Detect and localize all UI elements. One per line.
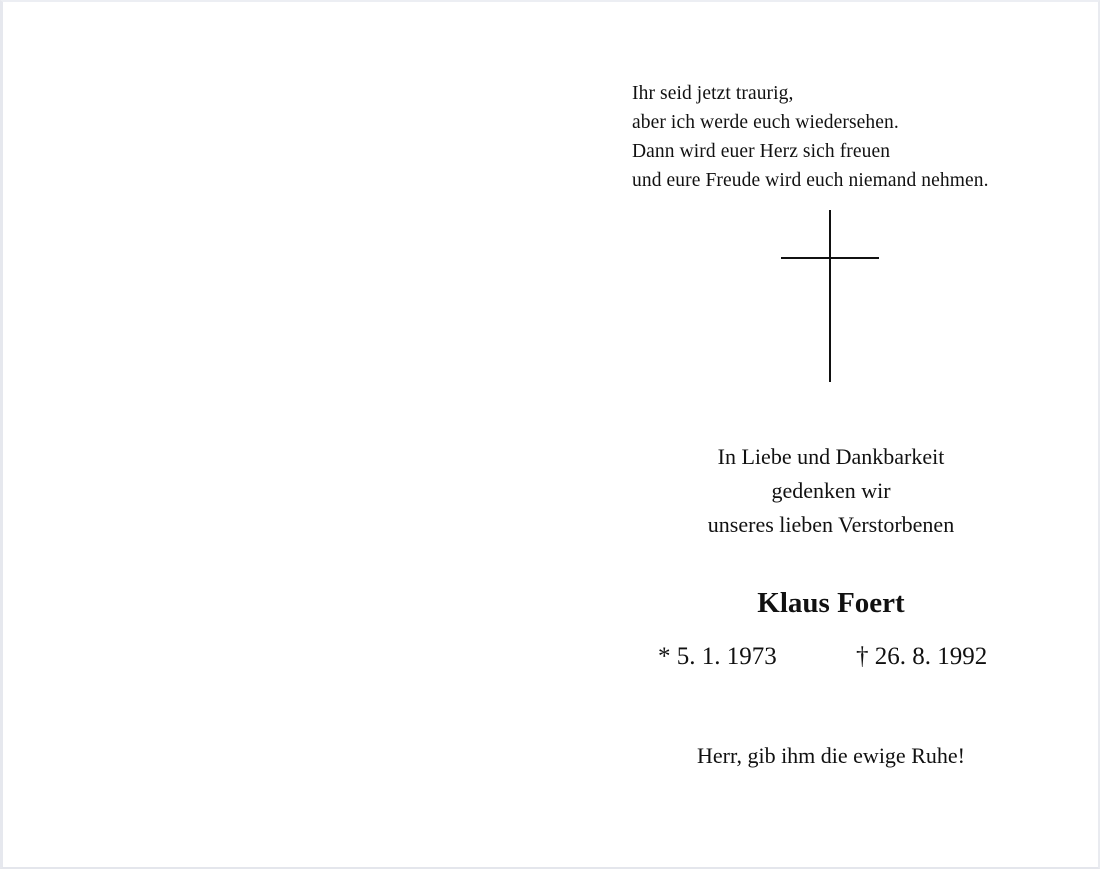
cross-vertical-bar xyxy=(829,210,831,382)
verse-line: und eure Freude wird euch niemand nehmen. xyxy=(632,170,989,191)
deceased-name: Klaus Foert xyxy=(757,587,905,619)
cross-horizontal-bar xyxy=(781,257,879,259)
birth-date: * 5. 1. 1973 xyxy=(658,643,777,670)
memorial-line: unseres lieben Verstorbenen xyxy=(707,512,955,537)
prayer-text: Herr, gib ihm die ewige Ruhe! xyxy=(697,743,965,768)
verse-line: Dann wird euer Herz sich freuen xyxy=(632,141,891,162)
bible-verse xyxy=(632,79,989,195)
cross-icon xyxy=(781,210,879,382)
memorial-line: gedenken wir xyxy=(771,478,891,503)
memorial-line: In Liebe und Dankbarkeit xyxy=(717,444,945,469)
memorial-text xyxy=(631,440,1031,542)
verse-line: aber ich werde euch wiedersehen. xyxy=(632,112,899,133)
death-date: † 26. 8. 1992 xyxy=(856,643,988,670)
life-dates xyxy=(631,639,1031,675)
verse-line: Ihr seid jetzt traurig, xyxy=(632,83,794,104)
